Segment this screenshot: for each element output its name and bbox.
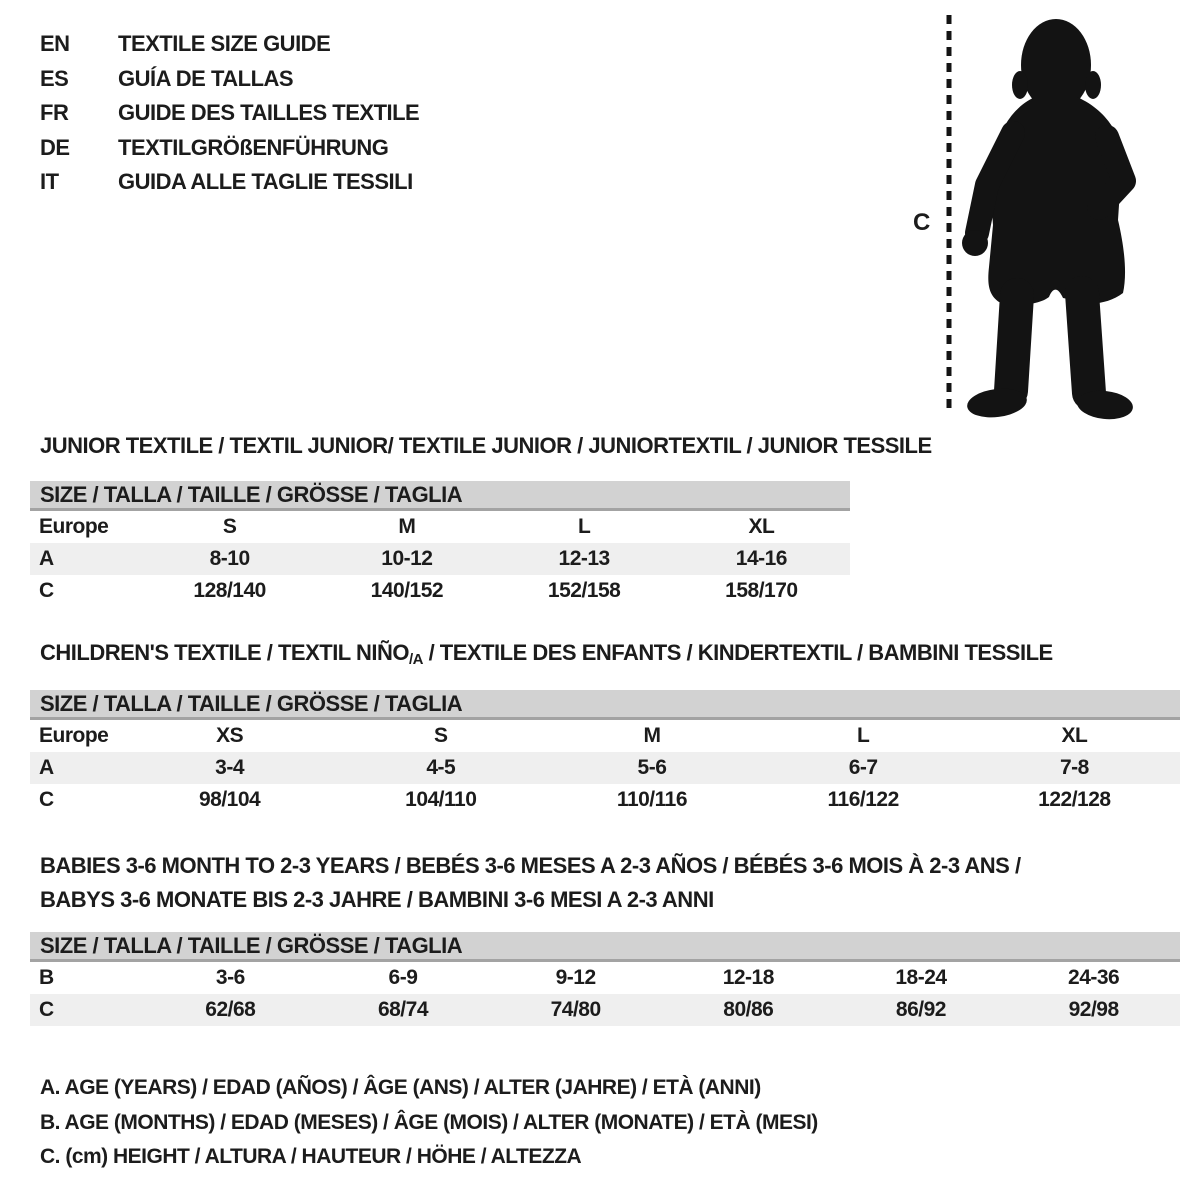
children-title-sub: /A [408, 651, 423, 668]
table-row [30, 752, 1180, 784]
table-cell: 68/74 [377, 998, 429, 1021]
table-cell: 14-16 [735, 547, 787, 570]
table-cell: 12-13 [558, 547, 610, 570]
junior-size-header-bar: SIZE / TALLA / TAILLE / GRÖSSE / TAGLIA [30, 481, 850, 511]
language-row [40, 131, 419, 166]
junior-section-title: JUNIOR TEXTILE / TEXTIL JUNIOR/ TEXTILE JUNIOR / JUNIORTEXTIL / JUNIOR TESSILE [40, 433, 932, 458]
table-cell: 140/152 [370, 579, 444, 602]
language-row [40, 27, 419, 62]
junior-table-wrap [30, 481, 850, 607]
language-code: DE [40, 134, 70, 160]
row-label-cell: A [39, 756, 54, 779]
table-cell: 86/92 [895, 998, 946, 1021]
table-cell: S [434, 724, 448, 747]
language-label: GUÍA DE TALLAS [118, 65, 294, 91]
language-title-block [40, 27, 419, 200]
row-label-cell: A [39, 547, 54, 570]
row-label-cell: Europe [39, 515, 109, 538]
table-row [30, 962, 1180, 994]
table-cell: XS [216, 724, 244, 747]
table-cell: 3-6 [215, 966, 245, 989]
language-label: TEXTILE SIZE GUIDE [118, 31, 331, 57]
children-size-table [30, 720, 1180, 816]
table-row [30, 994, 1180, 1026]
table-cell: 104/110 [405, 788, 477, 811]
table-cell: 6-9 [388, 966, 418, 989]
table-cell: 62/68 [205, 998, 256, 1021]
table-cell: 7-8 [1059, 756, 1089, 779]
table-cell: 128/140 [193, 579, 266, 602]
table-cell: 6-7 [848, 756, 878, 779]
language-code: FR [40, 100, 69, 126]
table-cell: 12-18 [722, 966, 774, 989]
language-code: IT [40, 169, 59, 195]
children-size-header-bar: SIZE / TALLA / TAILLE / GRÖSSE / TAGLIA [30, 690, 1180, 720]
table-row [30, 575, 850, 607]
language-label: GUIDE DES TAILLES TEXTILE [118, 100, 420, 126]
children-section-title [40, 640, 1053, 668]
legend-line-c: C. (cm) HEIGHT / ALTURA / HAUTEUR / HÖHE / ALTEZZA [40, 1145, 582, 1168]
table-cell: 10-12 [381, 547, 433, 570]
toddler-silhouette-icon [935, 5, 1165, 425]
table-cell: 5-6 [637, 756, 667, 779]
table-cell: S [222, 515, 237, 538]
table-row [30, 784, 1180, 816]
language-label: GUIDA ALLE TAGLIE TESSILI [118, 169, 413, 195]
measure-legend [40, 1071, 818, 1175]
language-label: TEXTILGRÖßENFÜHRUNG [118, 134, 389, 160]
language-row [40, 96, 419, 131]
babies-size-table [30, 962, 1180, 1026]
table-cell: 18-24 [895, 966, 947, 989]
children-title-post: / TEXTILE DES ENFANTS / KINDERTEXTIL / BAMBINI TESSILE [422, 640, 1053, 665]
table-cell: 110/116 [616, 788, 688, 811]
table-cell: XL [1061, 724, 1088, 747]
babies-title-line1: BABIES 3-6 MONTH TO 2-3 YEARS / BEBÉS 3-6 MESES A 2-3 AÑOS / BÉBÉS 3-6 MOIS À 2-3 ANS / [40, 853, 1021, 878]
language-row [40, 62, 419, 97]
table-cell: 152/158 [547, 579, 621, 602]
language-code: ES [40, 65, 69, 91]
table-row [30, 543, 850, 575]
table-cell: 4-5 [426, 756, 456, 779]
table-cell: 74/80 [550, 998, 601, 1021]
table-cell: 8-10 [209, 547, 250, 570]
language-code: EN [40, 31, 70, 57]
row-label-cell: Europe [39, 724, 109, 747]
table-cell: M [398, 515, 416, 538]
children-title-pre: CHILDREN'S TEXTILE / TEXTIL NIÑO [40, 640, 409, 665]
table-cell: XL [748, 515, 775, 538]
table-cell: 92/98 [1068, 998, 1119, 1021]
babies-section-title [40, 849, 1021, 917]
table-cell: M [643, 724, 661, 747]
language-row [40, 165, 419, 200]
table-row [30, 720, 1180, 752]
height-measure-label: C [913, 209, 930, 236]
table-cell: 3-4 [215, 756, 245, 779]
junior-size-table [30, 511, 850, 607]
table-cell: 98/104 [198, 788, 261, 811]
table-cell: L [856, 724, 870, 747]
toddler-silhouette-shape [962, 19, 1134, 422]
babies-title-line2: BABYS 3-6 MONATE BIS 2-3 JAHRE / BAMBINI 3-6 MESI A 2-3 ANNI [40, 887, 714, 912]
table-cell: 24-36 [1068, 966, 1120, 989]
row-label-cell: C [39, 788, 54, 811]
legend-line-a: A. AGE (YEARS) / EDAD (AÑOS) / ÂGE (ANS) / ALTER (JAHRE) / ETÀ (ANNI) [40, 1076, 761, 1099]
table-cell: L [577, 515, 591, 538]
table-cell: 9-12 [555, 966, 596, 989]
table-cell: 80/86 [723, 998, 774, 1021]
children-table-wrap [30, 690, 1180, 816]
babies-size-header-bar: SIZE / TALLA / TAILLE / GRÖSSE / TAGLIA [30, 932, 1180, 962]
row-label-cell: C [39, 579, 54, 602]
row-label-cell: C [39, 998, 54, 1021]
row-label-cell: B [39, 966, 54, 989]
legend-line-b: B. AGE (MONTHS) / EDAD (MESES) / ÂGE (MOIS) / ALTER (MONATE) / ETÀ (MESI) [40, 1110, 818, 1134]
table-cell: 158/170 [725, 579, 798, 602]
table-row [30, 511, 850, 543]
table-cell: 116/122 [827, 788, 899, 811]
babies-table-wrap [30, 932, 1180, 1026]
table-cell: 122/128 [1038, 788, 1111, 811]
